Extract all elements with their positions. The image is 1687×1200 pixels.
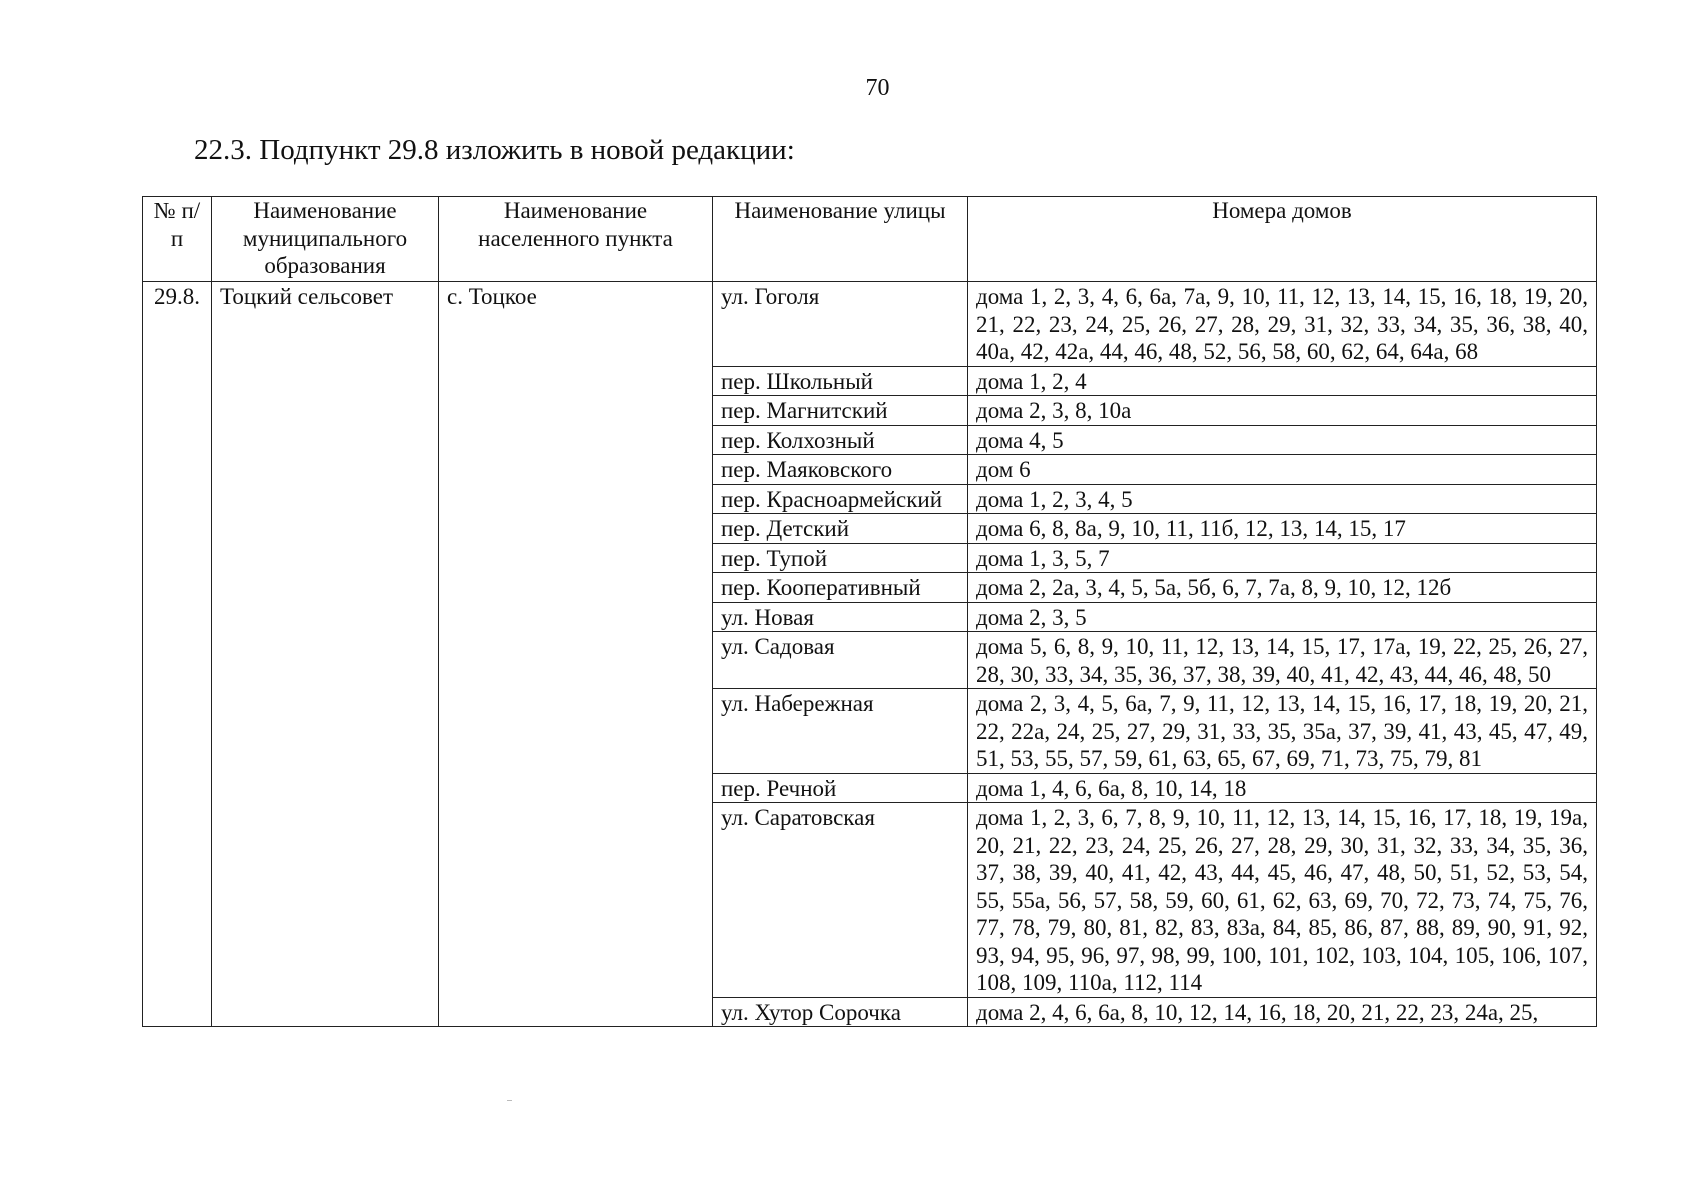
house-numbers: дома 2, 2а, 3, 4, 5, 5а, 5б, 6, 7, 7а, 8, 9, 10, 12, 12б <box>968 573 1597 603</box>
house-numbers: дома 2, 3, 5 <box>968 602 1597 632</box>
house-numbers: дома 1, 2, 3, 4, 5 <box>968 484 1597 514</box>
house-numbers: дома 1, 4, 6, 6а, 8, 10, 14, 18 <box>968 773 1597 803</box>
street-name: ул. Хутор Сорочка <box>713 997 968 1027</box>
street-name: пер. Детский <box>713 514 968 544</box>
street-name: пер. Тупой <box>713 543 968 573</box>
street-name: пер. Колхозный <box>713 425 968 455</box>
street-name: ул. Садовая <box>713 632 968 689</box>
street-name: ул. Гоголя <box>713 282 968 367</box>
house-numbers: дома 1, 3, 5, 7 <box>968 543 1597 573</box>
header-street: Наименование улицы <box>713 197 968 282</box>
house-numbers: дома 6, 8, 8а, 9, 10, 11, 11б, 12, 13, 14, 15, 17 <box>968 514 1597 544</box>
entry-municipality: Тоцкий сельсовет <box>212 282 439 1027</box>
street-name: ул. Саратовская <box>713 803 968 998</box>
housing-table <box>142 196 1597 1027</box>
street-name: пер. Кооперативный <box>713 573 968 603</box>
entry-number: 29.8. <box>143 282 212 1027</box>
amendment-intro: 22.3. Подпункт 29.8 изложить в новой редакции: <box>194 134 795 166</box>
house-numbers: дома 4, 5 <box>968 425 1597 455</box>
scan-artifact <box>507 1100 512 1101</box>
header-num: № п/п <box>143 197 212 282</box>
house-numbers: дома 2, 4, 6, 6а, 8, 10, 12, 14, 16, 18, 20, 21, 22, 23, 24а, 25, <box>968 997 1597 1027</box>
street-name: пер. Магнитский <box>713 396 968 426</box>
house-numbers: дома 1, 2, 3, 6, 7, 8, 9, 10, 11, 12, 13, 14, 15, 16, 17, 18, 19, 19а, 20, 21, 22, 23, 24, 25, 26, 27, 28, 29, 30, 31, 32, 33, 34, 35, 36, 37, 38, 39, 40, 41, 42, 43, 44, 45, 46, 47, 48, 50, 51, 52, 53, 54, 55, 55а, 56, 57, 58, 59, 60, 61, 62, 63, 69, 70, 72, 73, 74, 75, 76, 77, 78, 79, 80, 81, 82, 83, 83а, 84, 85, 86, 87, 88, 89, 90, 91, 92, 93, 94, 95, 96, 97, 98, 99, 100, 101, 102, 103, 104, 105, 106, 107, 108, 109, 110а, 112, 114 <box>968 803 1597 998</box>
house-numbers: дома 1, 2, 3, 4, 6, 6а, 7а, 9, 10, 11, 12, 13, 14, 15, 16, 18, 19, 20, 21, 22, 23, 24, 25, 26, 27, 28, 29, 31, 32, 33, 34, 35, 36, 38, 40, 40а, 42, 42а, 44, 46, 48, 52, 56, 58, 60, 62, 64, 64а, 68 <box>968 282 1597 367</box>
street-name: пер. Маяковского <box>713 455 968 485</box>
street-name: пер. Красноармейский <box>713 484 968 514</box>
house-numbers: дома 5, 6, 8, 9, 10, 11, 12, 13, 14, 15, 17, 17а, 19, 22, 25, 26, 27, 28, 30, 33, 34, 35, 36, 37, 38, 39, 40, 41, 42, 43, 44, 46, 48, 50 <box>968 632 1597 689</box>
house-numbers: дома 2, 3, 8, 10а <box>968 396 1597 426</box>
house-numbers: дома 2, 3, 4, 5, 6а, 7, 9, 11, 12, 13, 14, 15, 16, 17, 18, 19, 20, 21, 22, 22а, 24, 25, 27, 29, 31, 33, 35, 35а, 37, 39, 41, 43, 45, 47, 49, 51, 53, 55, 57, 59, 61, 63, 65, 67, 69, 71, 73, 75, 79, 81 <box>968 689 1597 774</box>
house-numbers: дом 6 <box>968 455 1597 485</box>
house-numbers: дома 1, 2, 4 <box>968 366 1597 396</box>
header-municipality: Наименование муниципального образования <box>212 197 439 282</box>
street-name: пер. Речной <box>713 773 968 803</box>
table-row <box>143 282 1597 367</box>
header-settlement: Наименование населенного пункта <box>439 197 713 282</box>
street-name: ул. Новая <box>713 602 968 632</box>
entry-settlement: с. Тоцкое <box>439 282 713 1027</box>
page-number: 70 <box>865 75 890 101</box>
street-name: пер. Школьный <box>713 366 968 396</box>
header-houses: Номера домов <box>968 197 1597 282</box>
street-name: ул. Набережная <box>713 689 968 774</box>
table-header-row <box>143 197 1597 282</box>
